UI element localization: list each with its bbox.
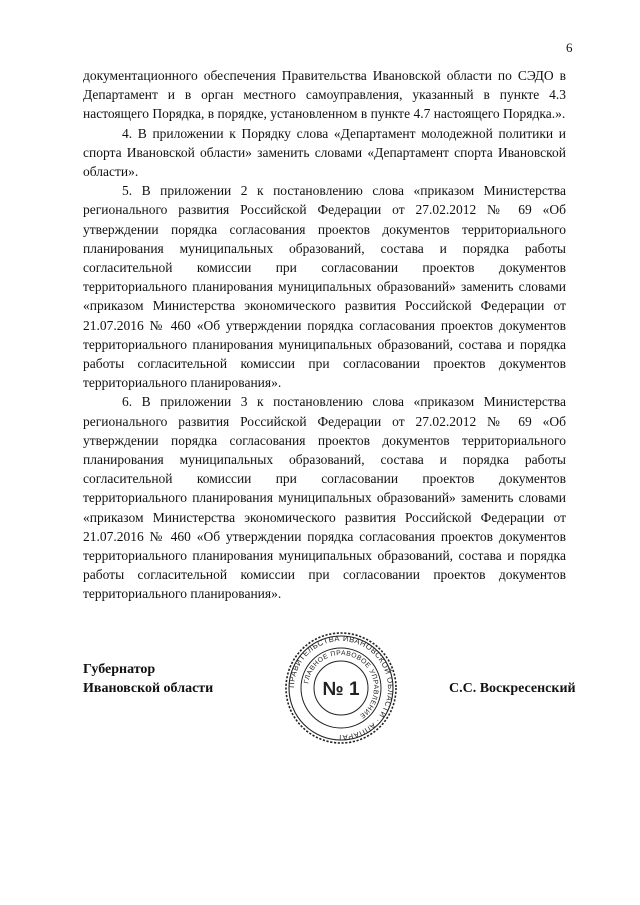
page-number: 6: [566, 40, 573, 55]
paragraph-item-6: 6. В приложении 3 к постановлению слова «приказом Министерства регионального развития Российской Федерации от 27.02.2012 № 69 «Об утверждении порядка согласования проектов документов территориального планирования муниципальных образований, состава и порядка работы согласительной комиссии при согласовании проектов документов территориального планирования муниципальных образований» заменить словами «приказом Министерства экономического развития Российской Федерации от 21.07.2016 № 460 «Об утверждении порядка согласования проектов документов территориального планирования муниципальных образований, состава и порядка работы согласительной комиссии при согласовании проектов документов территориального планирования».: [83, 394, 566, 602]
seal-outer-text: ПРАВИТЕЛЬСТВА ИВАНОВСКОЙ ОБЛАСТИ · АППАРАТ: [286, 633, 396, 743]
signatory-region: Ивановской области: [83, 681, 214, 696]
paragraph-item-5: 5. В приложении 2 к постановлению слова «приказом Министерства регионального развития Российской Федерации от 27.02.2012 № 69 «Об утверждении порядка согласования проектов документов территориального планирования муниципальных образований, состава и порядка работы согласительной комиссии при согласовании проектов документов территориального планирования муниципальных образований» заменить словами «приказом Министерства экономического развития Российской Федерации от 21.07.2016 № 460 «Об утверждении порядка согласования проектов документов территориального планирования муниципальных образований, состава и порядка работы согласительной комиссии при согласовании проектов документов территориального планирования».: [83, 183, 566, 391]
signatory-title: Губернатор: [83, 662, 156, 677]
seal-number: № 1: [322, 679, 360, 700]
signatory-name: С.С. Воскресенский: [449, 681, 576, 696]
signatory-position: [83, 660, 213, 698]
paragraph-item-4: 4. В приложении к Порядку слова «Департамент молодежной политики и спорта Ивановской области» заменить словами «Департамент спорта Ивановской области».: [83, 125, 566, 180]
document-body: [83, 66, 566, 604]
paragraph-continuation: документационного обеспечения Правительства Ивановской области по СЭДО в Департамент и в орган местного самоуправления, указанный в пункте 4.3 настоящего Порядка, в порядке, установленном в пункте 4.7 настоящего Порядка.».: [83, 68, 566, 122]
seal-inner-text: ГЛАВНОЕ ПРАВОВОЕ УПРАВЛЕНИЕ: [303, 649, 380, 720]
seal-graphic: [284, 631, 398, 745]
official-seal: [284, 631, 398, 745]
